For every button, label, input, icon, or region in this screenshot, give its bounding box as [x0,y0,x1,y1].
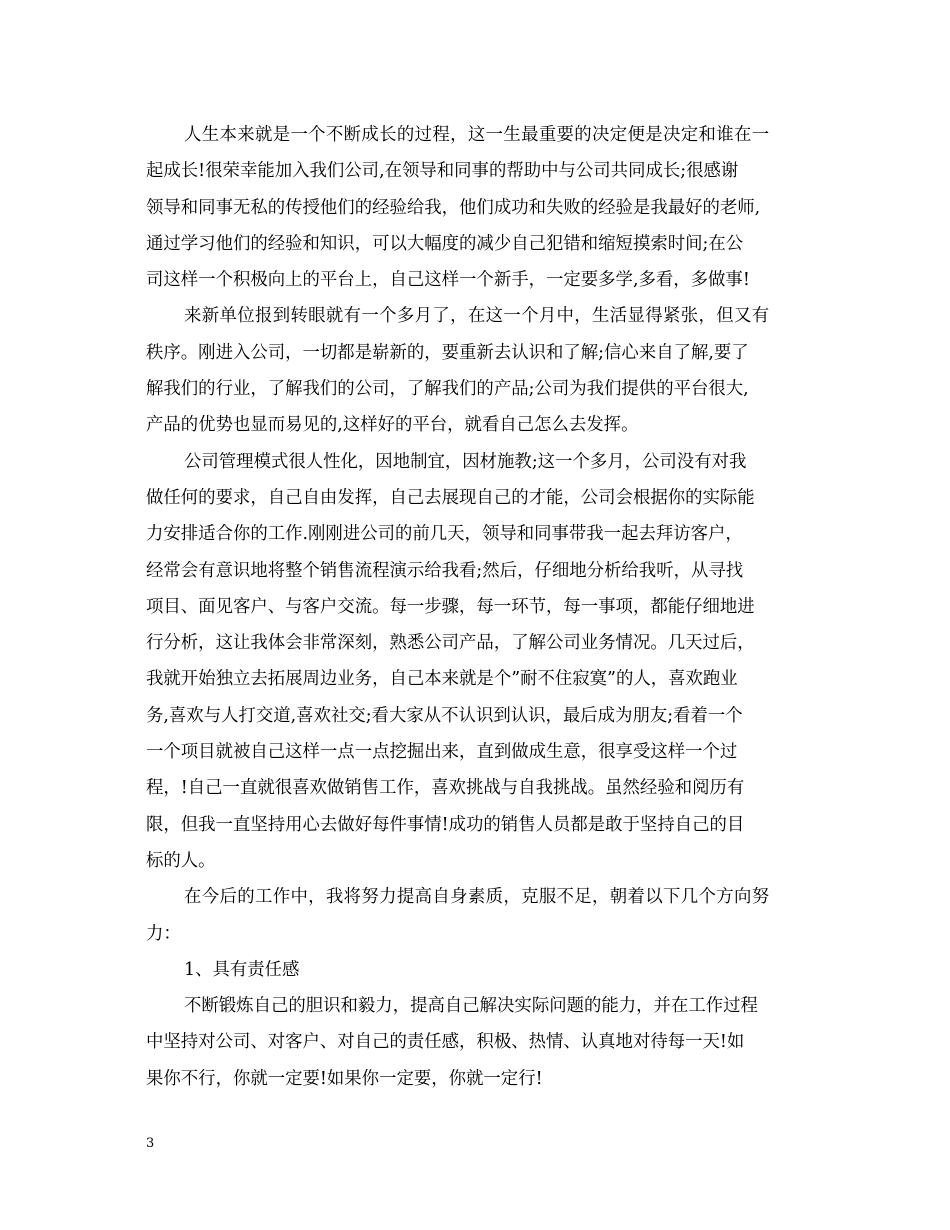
paragraph-line: 经常会有意识地将整个销售流程演示给我看;然后，仔细地分析给我听，从寻找 [146,560,744,581]
paragraph-line: 做任何的要求，自己自由发挥，自己去展现自己的才能，公司会根据你的实际能 [146,487,755,508]
paragraph-line: 程，!自己一直就很喜欢做销售工作，喜欢挑战与自我挑战。虽然经验和阅历有 [146,778,745,799]
paragraph-line: 起成长!很荣幸能加入我们公司,在领导和同事的帮助中与公司共同成长;很感谢 [146,161,739,182]
paragraph-line: 果你不行，你就一定要!如果你一定要，你就一定行! [146,1068,543,1089]
paragraph-line: 不断锻炼自己的胆识和毅力，提高自己解决实际问题的能力，并在工作过程 [184,996,758,1017]
paragraph-line: 产品的优势也显而易见的,这样好的平台，就看自己怎么去发挥。 [146,415,639,436]
paragraph-line: 领导和同事无私的传授他们的经验给我，他们成功和失败的经验是我最好的老师, [146,197,761,218]
paragraph-line: 限，但我一直坚持用心去做好每件事情!成功的销售人员都是敢于坚持自己的目 [146,814,745,835]
paragraph-line: 人生本来就是一个不断成长的过程，这一生最重要的决定便是决定和谁在一 [184,125,770,145]
paragraph-line: 项目、面见客户、与客户交流。每一步骤，每一环节，每一事项，都能仔细地进 [146,596,755,617]
paragraph-line: 标的人。 [146,850,216,871]
paragraph-line: 我就开始独立去拓展周边业务，自己本来就是个”耐不住寂寞”的人，喜欢跑业 [146,669,738,690]
body-text [146,117,806,1097]
paragraph-line: 一个项目就被自己这样一点一点挖掘出来，直到做成生意，很享受这样一个过 [146,742,738,763]
paragraph-line: 在今后的工作中，我将努力提高自身素质，克服不足，朝着以下几个方向努 [184,887,770,908]
paragraph-line: 行分析，这让我体会非常深刻，熟悉公司产品，了解公司业务情况。几天过后， [146,633,755,654]
paragraph-line: 司这样一个积极向上的平台上，自己这样一个新手，一定要多学,多看，多做事! [146,270,750,291]
paragraph-line: 通过学习他们的经验和知识，可以大幅度的减少自己犯错和缩短摸索时间;在公 [146,233,744,254]
paragraph-line: 力： [146,923,181,944]
paragraph-line: 务,喜欢与人打交道,喜欢社交;看大家从不认识到认识，最后成为朋友;看着一个 [146,705,743,726]
paragraph-line: 解我们的行业，了解我们的公司，了解我们的产品;公司为我们提供的平台很大, [146,379,749,400]
paragraph-line: 力安排适合你的工作.刚刚进公司的前几天，领导和同事带我一起去拜访客户， [146,524,743,545]
paragraph-line: 公司管理模式很人性化，因地制宜，因材施教;这一个多月，公司没有对我 [184,451,747,472]
paragraph-line: 中坚持对公司、对客户、对自己的责任感，积极、热情、认真地对待每一天!如 [146,1032,745,1053]
page-number: 3 [146,1136,155,1151]
list-heading: 1、具有责任感 [184,959,300,980]
paragraph-line: 来新单位报到转眼就有一个多月了，在这一个月中，生活显得紧张，但又有 [184,306,770,327]
paragraph-line: 秩序。刚进入公司，一切都是崭新的，要重新去认识和了解;信心来自了解,要了 [146,342,749,363]
